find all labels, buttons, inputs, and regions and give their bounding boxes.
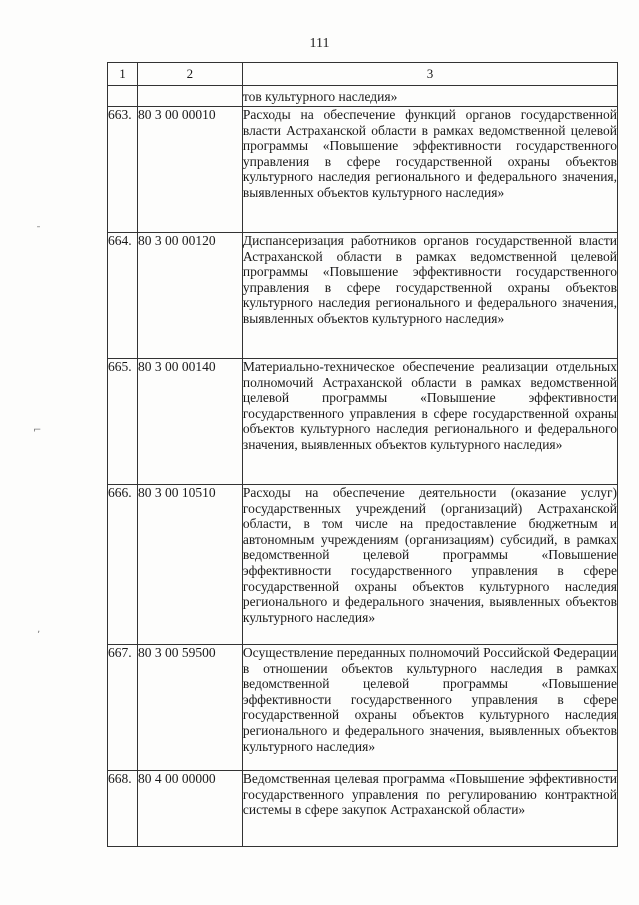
page-number: 111 <box>309 36 330 51</box>
row-code: 80 3 00 10510 <box>137 485 242 645</box>
row-number: 663. <box>108 107 138 233</box>
row-description: Ведомственная целевая программа «Повышение эффективности государственного управления по регулированию контрактной системы в сфере закупок Астраханской области» <box>242 771 617 847</box>
scan-mark: ⌐ <box>33 425 42 436</box>
table-row <box>108 107 618 233</box>
row-code: 80 3 00 00140 <box>137 359 242 485</box>
table-row <box>108 233 618 359</box>
continuation-code-cell <box>137 86 242 107</box>
row-description: Расходы на обеспечение деятельности (оказание услуг) государственных учреждений (организаций) Астраханской области, в том числе на предоставление бюджетным и автономным учреждениям (организациям) субсидий, в рамках ведомственной целевой программы «Повышение эффективности государственного управления в сфере государственной охраны объектов культурного наследия регионального и федерального значения, выявленных объектов культурного наследия» <box>242 485 617 645</box>
scan-mark: ˉ <box>36 226 41 237</box>
table-row <box>108 359 618 485</box>
continuation-num-cell <box>108 86 138 107</box>
row-description: Осуществление переданных полномочий Российской Федерации в отношении объектов культурного наследия в рамках ведомственной целевой программы «Повышение эффективности государственного управления в сфере государственной охраны объектов культурного наследия регионального и федерального значения, выявленных объектов культурного наследия» <box>242 645 617 771</box>
scan-mark: ʼ <box>37 630 41 641</box>
row-description: Расходы на обеспечение функций органов государственной власти Астраханской области в рамках ведомственной целевой программы «Повышение эффективности государственного управления в сфере государственной охраны объектов культурного наследия регионального и федерального значения, выявленных объектов культурного наследия» <box>242 107 617 233</box>
table-header-row <box>108 63 618 86</box>
row-code: 80 3 00 00120 <box>137 233 242 359</box>
continuation-row <box>108 86 618 107</box>
table-row <box>108 645 618 771</box>
row-number: 667. <box>108 645 138 771</box>
column-header-1: 1 <box>108 63 138 86</box>
row-code: 80 3 00 59500 <box>137 645 242 771</box>
row-number: 666. <box>108 485 138 645</box>
table-row <box>108 771 618 847</box>
budget-classification-table <box>107 62 618 847</box>
row-code: 80 4 00 00000 <box>137 771 242 847</box>
row-description: Материально-техническое обеспечение реализации отдельных полномочий Астраханской области в рамках ведомственной целевой программы «Повышение эффективности государственного управления в сфере государственной охраны объектов культурного наследия регионального и федерального значения, выявленных объектов культурного наследия» <box>242 359 617 485</box>
column-header-3: 3 <box>242 63 617 86</box>
row-number: 664. <box>108 233 138 359</box>
row-number: 668. <box>108 771 138 847</box>
row-number: 665. <box>108 359 138 485</box>
row-code: 80 3 00 00010 <box>137 107 242 233</box>
table-row <box>108 485 618 645</box>
column-header-2: 2 <box>137 63 242 86</box>
continuation-text: тов культурного наследия» <box>242 86 617 107</box>
row-description: Диспансеризация работников органов государственной власти Астраханской области в рамках ведомственной целевой программы «Повышение эффективности государственного управления в сфере государственной охраны объектов культурного наследия регионального и федерального значения, выявленных объектов культурного наследия» <box>242 233 617 359</box>
